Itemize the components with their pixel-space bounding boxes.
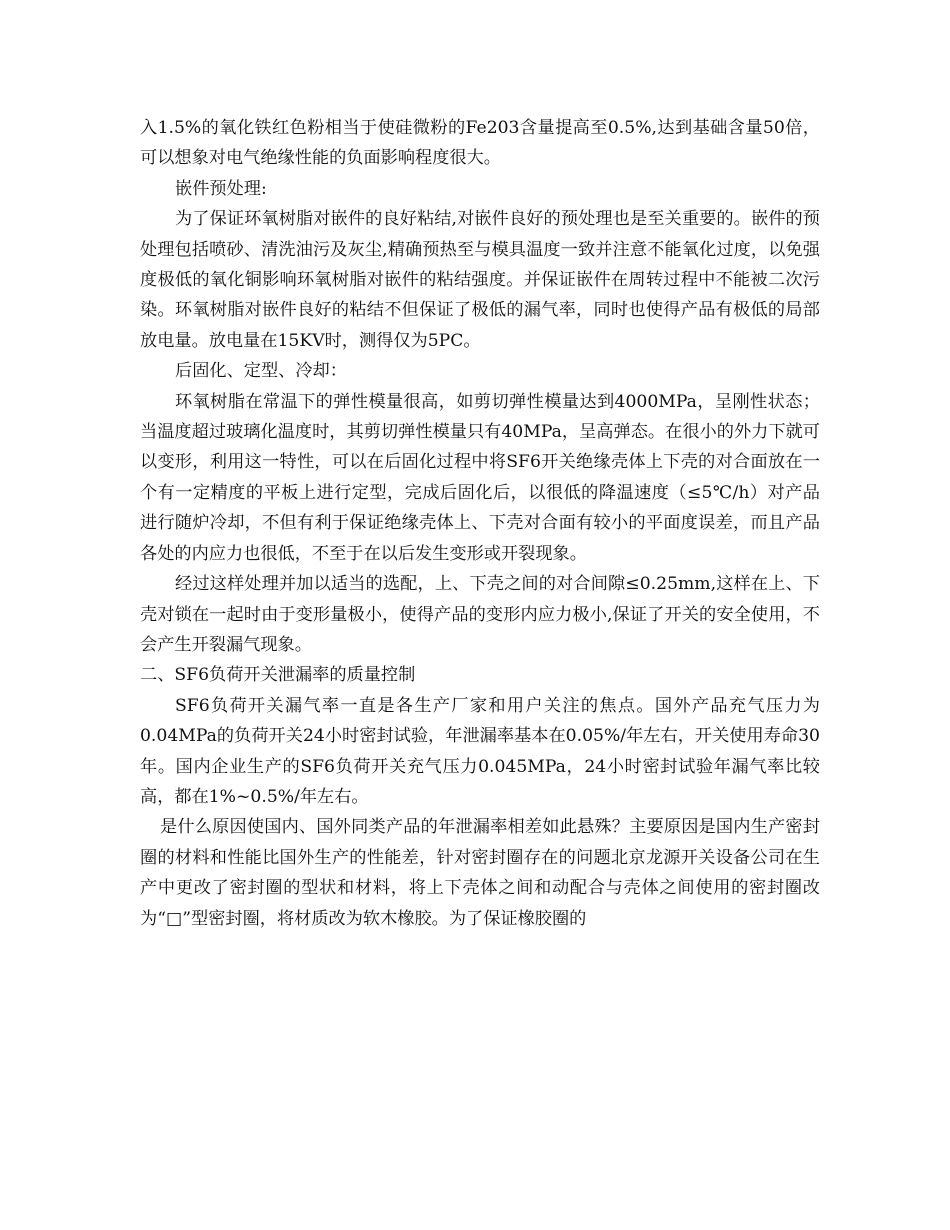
paragraph: 环氧树脂在常温下的弹性模量很高，如剪切弹性模量达到4000MPa，呈刚性状态；当温度超过玻璃化温度时，其剪切弹性模量只有40MPa，呈高弹态。在很小的外力下就可以变形，利用这一特性，可以在后固化过程中将SF6开关绝缘壳体上下壳的对合面放在一个有一定精度的平板上进行定型，完成后固化后，以很低的降温速度（≤5℃/h）对产品进行随炉冷却，不但有利于保证绝缘壳体上、下壳对合面有较小的平面度误差，而且产品各处的内应力也很低，不至于在以后发生变形或开裂现象。 <box>140 391 820 564</box>
section-heading: 嵌件预处理: <box>175 178 267 199</box>
section-heading: 后固化、定型、冷却： <box>175 361 347 382</box>
paragraph: 是什么原因使国内、国外同类产品的年泄漏率相差如此悬殊？主要原因是国内生产密封圈的材料和性能比国外生产的性能差，针对密封圈存在的问题北京龙源开关设备公司在生产中更改了密封圈的型状和材料，将上下壳体之间和动配合与壳体之间使用的密封圈改为“□”型密封圈，将材质改为软木橡胶。为了保证橡胶圈的 <box>140 817 820 929</box>
paragraph: 为了保证环氧树脂对嵌件的良好粘结,对嵌件良好的预处理也是至关重要的。嵌件的预处理包括喷砂、清洗油污及灰尘,精确预热至与模具温度一致并注意不能氧化过度，以免强度极低的氧化铜影响环氧树脂对嵌件的粘结强度。并保证嵌件在周转过程中不能被二次污染。环氧树脂对嵌件良好的粘结不但保证了极低的漏气率，同时也使得产品有极低的局部放电量。放电量在15KV时，测得仅为5PC。 <box>140 209 820 351</box>
section-heading: 二、SF6负荷开关泄漏率的质量控制 <box>140 665 416 686</box>
paragraph: 入1.5%的氧化铁红色粉相当于使硅微粉的Fe203含量提高至0.5%,达到基础含量50倍，可以想象对电气绝缘性能的负面影响程度很大。 <box>140 118 820 169</box>
paragraph: 经过这样处理并加以适当的选配，上、下壳之间的对合间隙≤0.25mm,这样在上、下壳对锁在一起时由于变形量极小，使得产品的变形内应力极小,保证了开关的安全使用，不会产生开裂漏气现象。 <box>140 574 820 655</box>
paragraph: SF6负荷开关漏气率一直是各生产厂家和用户关注的焦点。国外产品充气压力为0.04MPa的负荷开关24小时密封试验，年泄漏率基本在0.05%/年左右，开关使用寿命30年。国内企业生产的SF6负荷开关充气压力0.045MPa，24小时密封试验年漏气率比较高，都在1%~0.5%/年左右。 <box>140 695 820 807</box>
document-body <box>140 113 820 934</box>
